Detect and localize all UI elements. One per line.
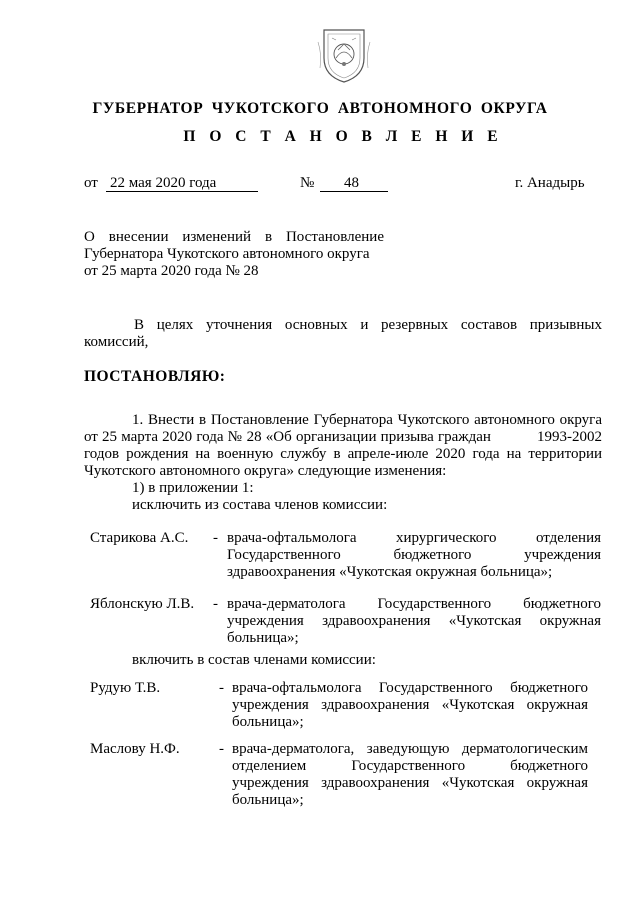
description-line: врача-офтальмолога Государственного бюджетного — [232, 680, 588, 696]
number-label: № — [300, 175, 315, 191]
organization-title: ГУБЕРНАТОР ЧУКОТСКОГО АВТОНОМНОГО ОКРУГА — [92, 100, 548, 117]
included-person-dash: - — [219, 741, 224, 757]
subject-line: Губернатора Чукотского автономного округа — [84, 246, 370, 262]
item-1-paragraph — [84, 412, 602, 514]
document-number: 48 — [344, 175, 359, 191]
date-prefix: от — [84, 175, 98, 191]
included-person-description — [232, 680, 588, 731]
include-intro: включить в состав членами комиссии: — [132, 652, 376, 668]
included-person-name: Рудую Т.В. — [90, 680, 161, 696]
description-line: больница»; — [232, 714, 304, 730]
preamble-line: комиссий, — [84, 334, 149, 350]
excluded-person-description — [227, 596, 601, 647]
included-person-dash: - — [219, 680, 224, 696]
decree-word: ПОСТАНОВЛЯЮ: — [84, 368, 226, 385]
description-line: здравоохранения «Чукотская окружная больница»; — [227, 564, 553, 580]
document-meta-line — [84, 175, 604, 195]
coat-of-arms-emblem-icon — [314, 24, 374, 86]
excluded-person-dash: - — [213, 596, 218, 612]
item-1-line: Чукотского автономного округа» следующие изменения: — [84, 463, 447, 479]
description-line: Государственного бюджетного учреждения — [227, 547, 601, 563]
excluded-person-name: Старикова А.С. — [90, 530, 189, 546]
item-1-line: годов рождения на военную службу в апреле-июле 2020 года на территории — [84, 446, 602, 462]
document-type-title: П О С Т А Н О В Л Е Н И Е — [183, 128, 503, 145]
description-line: врача-дерматолога, заведующую дерматологическим — [232, 741, 588, 757]
excluded-person-dash: - — [213, 530, 218, 546]
description-line: отделением Государственного бюджетного — [232, 758, 588, 774]
excluded-person-name: Яблонскую Л.В. — [90, 596, 195, 612]
exclude-intro: исключить из состава членов комиссии: — [132, 497, 388, 513]
item-1-line: от 25 марта 2020 года № 28 «Об организации призыва граждан 1993-2002 — [84, 429, 602, 445]
document-place: г. Анадырь — [515, 175, 585, 191]
document-subject — [84, 229, 384, 280]
description-line: больница»; — [227, 630, 299, 646]
included-person-description — [232, 741, 588, 809]
subitem-1: 1) в приложении 1: — [132, 480, 254, 496]
excluded-person-description — [227, 530, 601, 581]
description-line: больница»; — [232, 792, 304, 808]
subject-line: О внесении изменений в Постановление — [84, 229, 384, 245]
document-date: 22 мая 2020 года — [110, 175, 217, 191]
description-line: учреждения здравоохранения «Чукотская окружная — [232, 697, 588, 713]
item-1-line: 1. Внести в Постановление Губернатора Чукотского автономного округа — [132, 412, 602, 428]
subject-line: от 25 марта 2020 года № 28 — [84, 263, 259, 279]
included-person-name: Маслову Н.Ф. — [90, 741, 180, 757]
description-line: учреждения здравоохранения «Чукотская окружная — [227, 613, 601, 629]
description-line: врача-офтальмолога хирургического отделения — [227, 530, 601, 546]
preamble — [84, 317, 602, 351]
description-line: учреждения здравоохранения «Чукотская окружная — [232, 775, 588, 791]
preamble-line: В целях уточнения основных и резервных составов призывных — [134, 317, 602, 333]
description-line: врача-дерматолога Государственного бюджетного — [227, 596, 601, 612]
